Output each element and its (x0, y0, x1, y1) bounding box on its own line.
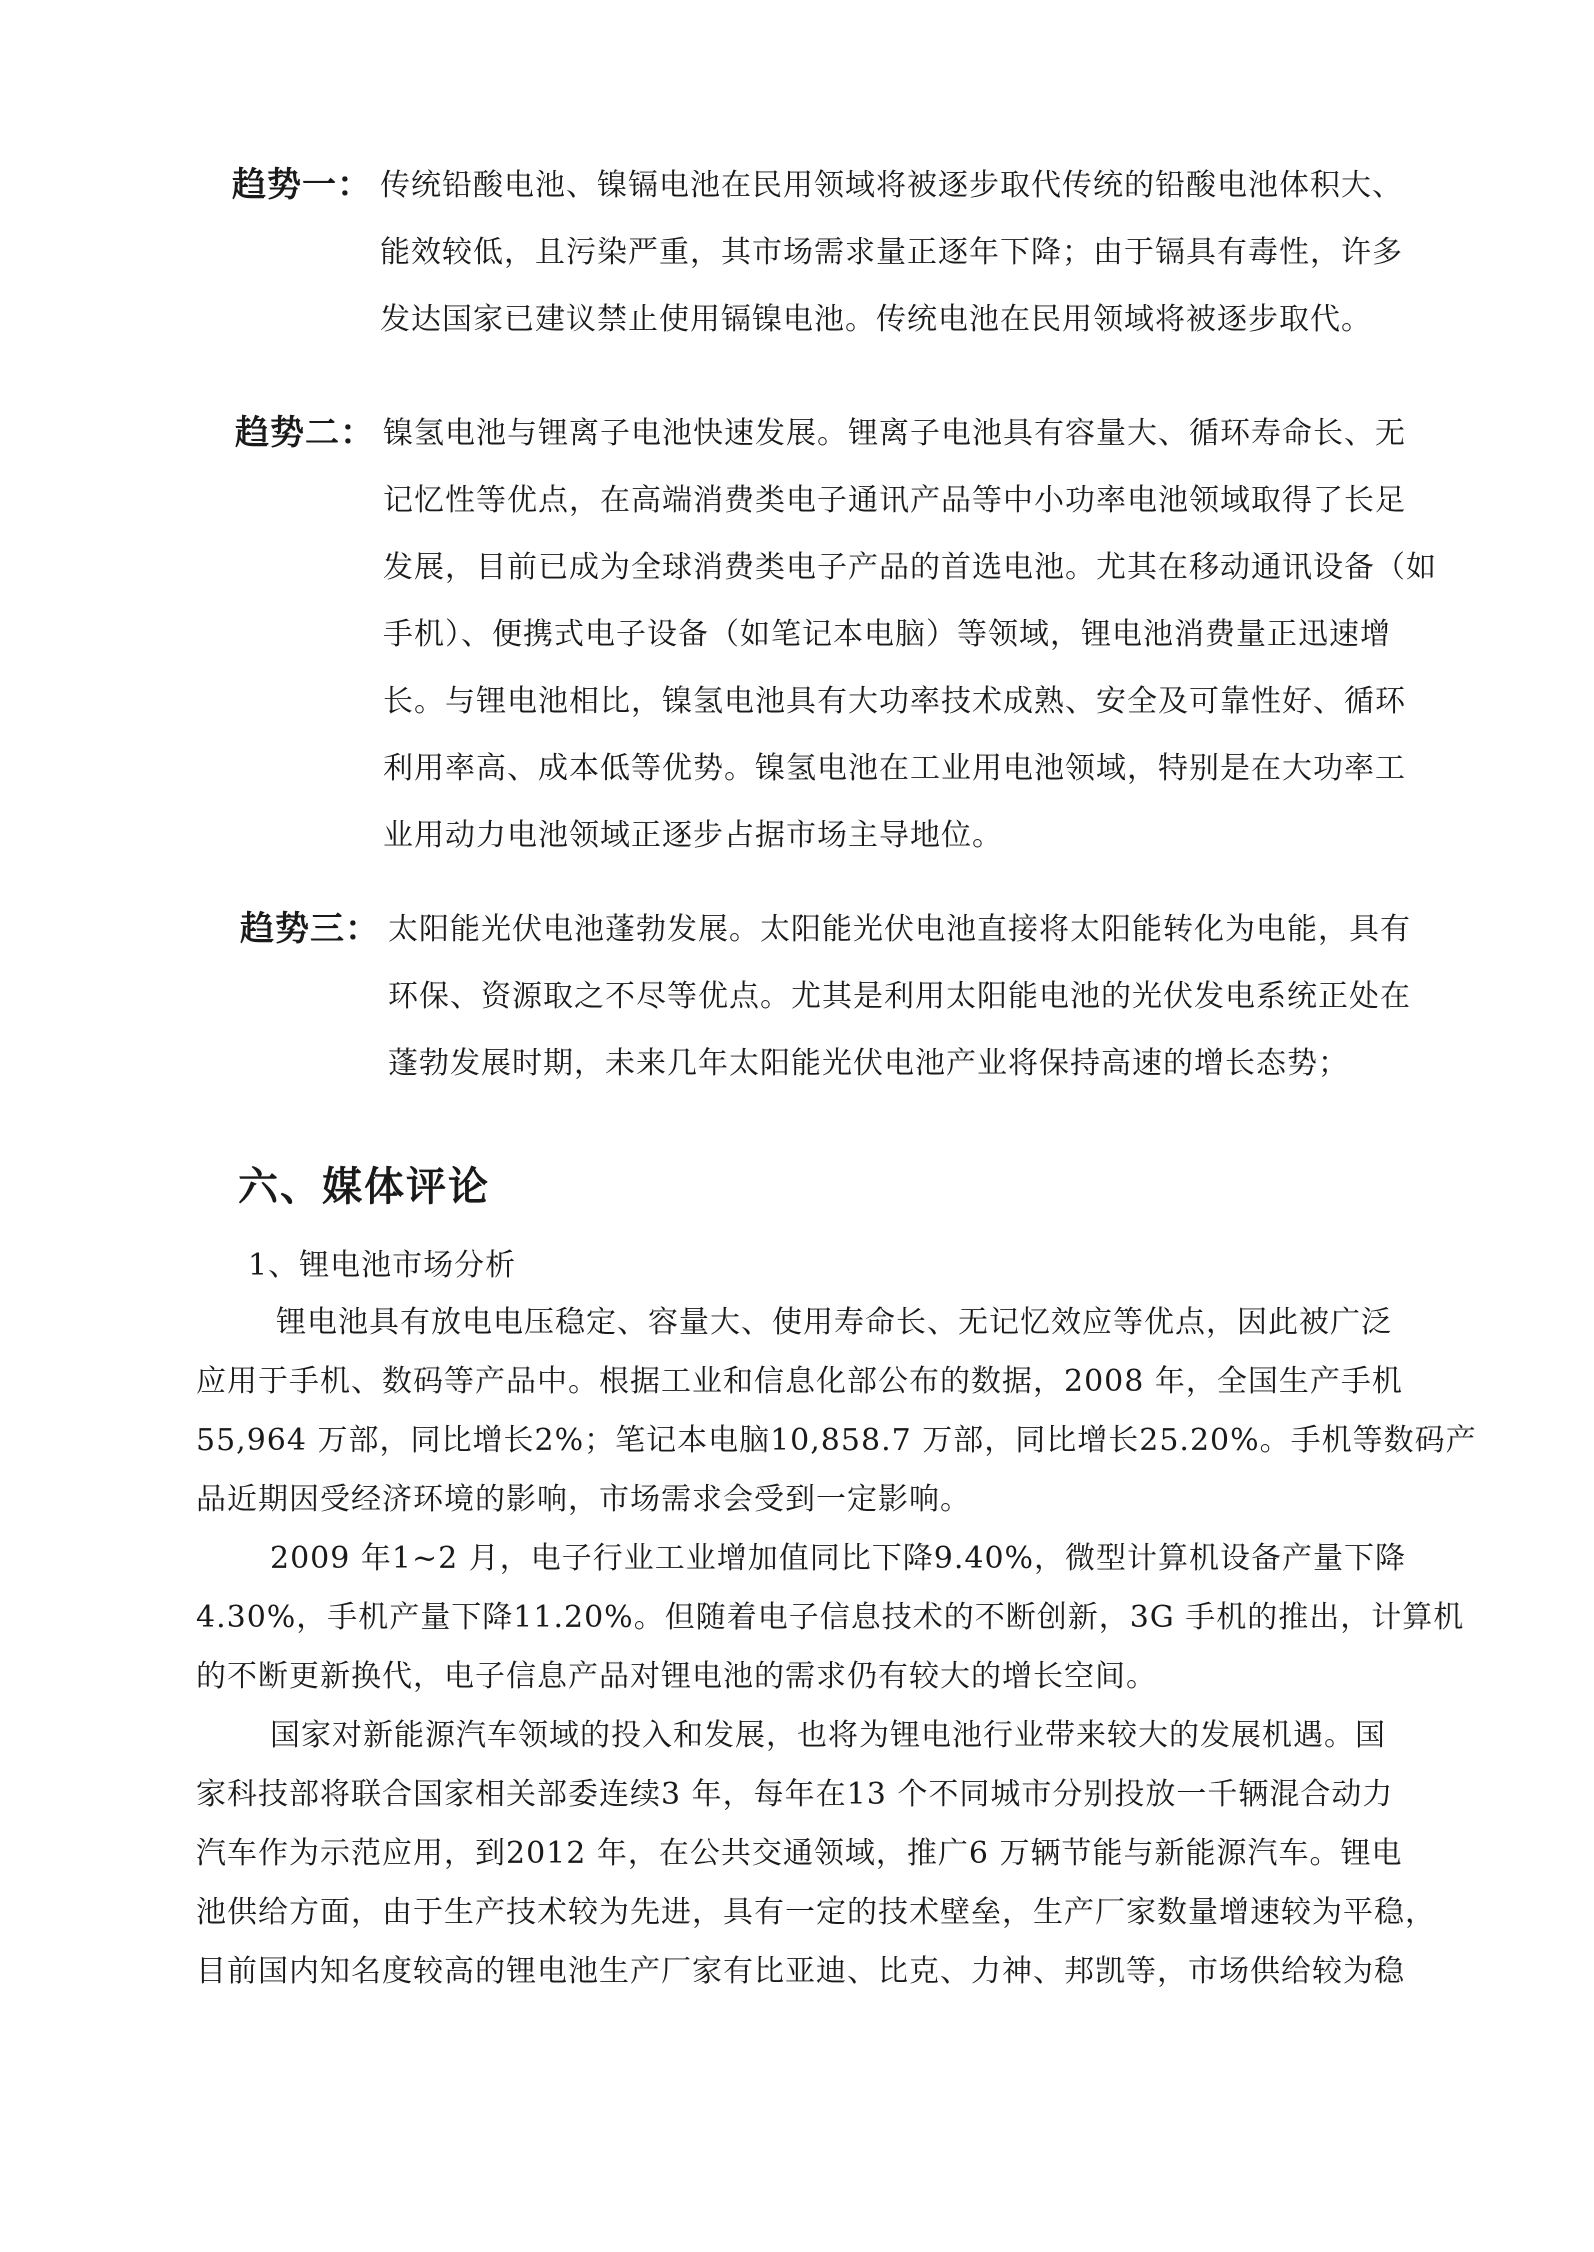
article-line: 池供给方面，由于生产技术较为先进，具有一定的技术壁垒，生产厂家数量增速较为平稳， (196, 1895, 1436, 1930)
trend-line: 环保、资源取之不尽等优点。尤其是利用太阳能电池的光伏发电系统正处在 (388, 979, 1411, 1014)
trend-line: 镍氢电池与锂离子电池快速发展。锂离子电池具有容量大、循环寿命长、无 (383, 416, 1406, 451)
article-line: 国家对新能源汽车领域的投入和发展，也将为锂电池行业带来较大的发展机遇。国 (270, 1718, 1386, 1753)
trend-line: 发展，目前已成为全球消费类电子产品的首选电池。尤其在移动通讯设备（如 (383, 550, 1437, 585)
trend-line: 长。与锂电池相比，镍氢电池具有大功率技术成熟、安全及可靠性好、循环 (383, 684, 1406, 719)
article-line: 汽车作为示范应用，到2012 年，在公共交通领域，推广6 万辆节能与新能源汽车。锂电 (196, 1836, 1403, 1871)
article-line: 应用于手机、数码等产品中。根据工业和信息化部公布的数据，2008 年，全国生产手机 (196, 1364, 1403, 1399)
article-line: 4.30%，手机产量下降11.20%。但随着电子信息技术的不断创新，3G 手机的推出，计算机 (196, 1600, 1465, 1635)
trend-line: 太阳能光伏电池蓬勃发展。太阳能光伏电池直接将太阳能转化为电能，具有 (388, 912, 1411, 947)
article-body (196, 1293, 1477, 2001)
trend-line: 传统铅酸电池、镍镉电池在民用领域将被逐步取代传统的铅酸电池体积大、 (380, 168, 1403, 203)
article-line: 目前国内知名度较高的锂电池生产厂家有比亚迪、比克、力神、邦凯等，市场供给较为稳 (196, 1954, 1405, 1989)
article-line: 55,964 万部，同比增长2%；笔记本电脑10,858.7 万部，同比增长25.20%。手机等数码产 (196, 1423, 1477, 1458)
trend-line: 业用动力电池领域正逐步占据市场主导地位。 (383, 818, 1003, 853)
trend-label: 趋势一： (232, 165, 372, 205)
trend-line: 利用率高、成本低等优势。镍氢电池在工业用电池领域，特别是在大功率工 (383, 751, 1406, 786)
trend-line: 蓬勃发展时期，未来几年太阳能光伏电池产业将保持高速的增长态势； (388, 1046, 1349, 1081)
trend-label: 趋势三： (240, 909, 380, 949)
article-line: 品近期因受经济环境的影响，市场需求会受到一定影响。 (196, 1482, 971, 1517)
trend-line: 手机）、便携式电子设备（如笔记本电脑）等领域，锂电池消费量正迅速增 (383, 617, 1391, 652)
trend-label: 趋势二： (235, 413, 375, 453)
article-line: 的不断更新换代，电子信息产品对锂电池的需求仍有较大的增长空间。 (196, 1659, 1157, 1694)
trend-body (388, 896, 1411, 1097)
trend-body (380, 152, 1403, 353)
trend-line: 发达国家已建议禁止使用镉镍电池。传统电池在民用领域将被逐步取代。 (380, 302, 1372, 337)
section-heading: 六、媒体评论 (238, 1164, 490, 1210)
article-line: 锂电池具有放电电压稳定、容量大、使用寿命长、无记忆效应等优点，因此被广泛 (276, 1305, 1392, 1340)
subsection-heading: 1、锂电池市场分析 (248, 1248, 517, 1283)
article-line: 家科技部将联合国家相关部委连续3 年，每年在13 个不同城市分别投放一千辆混合动力 (196, 1777, 1394, 1812)
article-line: 2009 年1~2 月，电子行业工业增加值同比下降9.40%，微型计算机设备产量下降 (270, 1541, 1407, 1576)
trend-line: 能效较低，且污染严重，其市场需求量正逐年下降；由于镉具有毒性，许多 (380, 235, 1403, 270)
trend-line: 记忆性等优点，在高端消费类电子通讯产品等中小功率电池领域取得了长足 (383, 483, 1406, 518)
trend-body (383, 400, 1437, 869)
